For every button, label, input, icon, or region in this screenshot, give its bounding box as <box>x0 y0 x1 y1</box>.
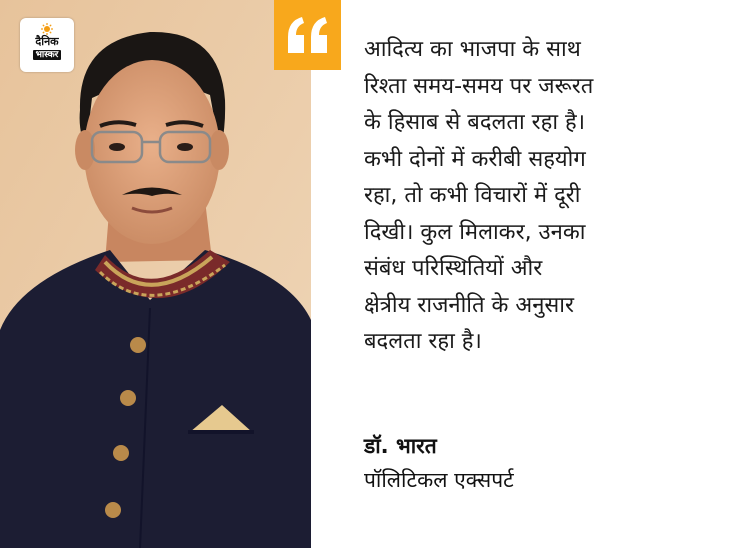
quote-line: क्षेत्रीय राजनीति के अनुसार <box>364 292 575 318</box>
dainik-bhaskar-logo <box>20 18 74 72</box>
speaker-name: डॉ. भारत <box>364 434 437 458</box>
quote-badge <box>274 0 341 70</box>
quote-line: संबंध परिस्थितियों और <box>364 256 543 281</box>
speaker-photo <box>0 0 311 548</box>
quote-line: कभी दोनों में करीबी सहयोग <box>364 146 586 172</box>
quote-line: दिखी। कुल मिलाकर, उनका <box>364 219 586 245</box>
quote-line: के हिसाब से बदलता रहा है। <box>364 110 586 135</box>
speaker-role: पॉलिटिकल एक्सपर्ट <box>364 468 514 492</box>
logo-line-2: भास्कर <box>33 50 62 60</box>
quote-text <box>364 32 714 361</box>
quote-line: आदित्य का भाजपा के साथ <box>364 37 581 62</box>
sun-icon <box>41 23 53 35</box>
quote-line: रिश्ता समय-समय पर जरूरत <box>364 73 594 99</box>
quote-line: बदलता रहा है। <box>364 329 482 354</box>
quote-mark-icon <box>284 15 332 55</box>
logo-line-1: दैनिक <box>35 35 59 48</box>
quote-line: रहा, तो कभी विचारों में दूरी <box>364 183 581 208</box>
